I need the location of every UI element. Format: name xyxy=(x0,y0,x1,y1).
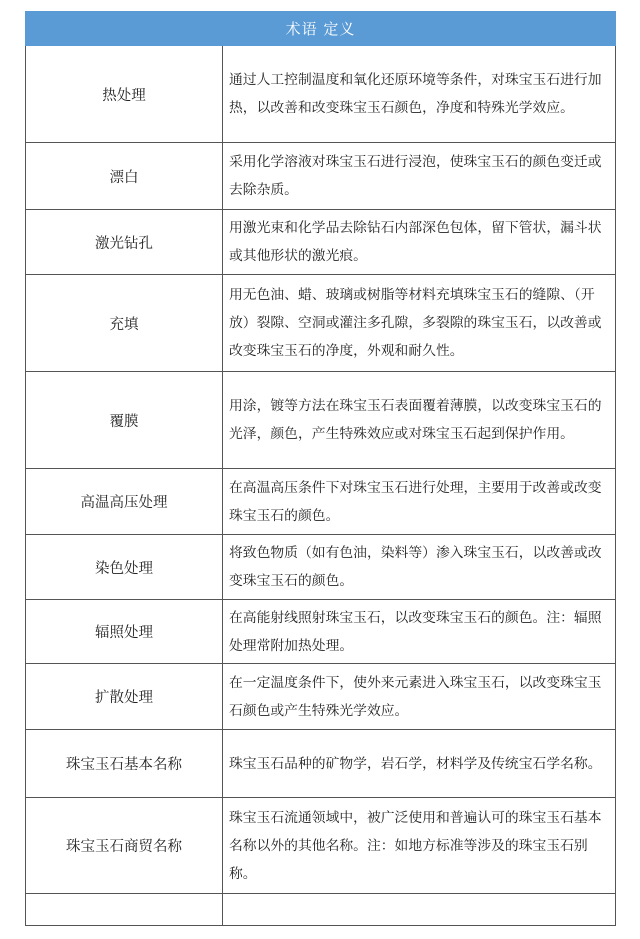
definition-cell: 珠宝玉石品种的矿物学，岩石学，材料学及传统宝石学名称。 xyxy=(223,730,616,798)
term-cell: 激光钻孔 xyxy=(26,210,223,275)
term-cell: 覆膜 xyxy=(26,372,223,469)
definition-cell: 采用化学溶液对珠宝玉石进行浸泡，使珠宝玉石的颜色变迁或去除杂质。 xyxy=(223,143,616,210)
term-cell: 充填 xyxy=(26,275,223,372)
table-header: 术语 定义 xyxy=(26,12,616,46)
definition-cell: 在高能射线照射珠宝玉石，以改变珠宝玉石的颜色。注：辐照处理常附加热处理。 xyxy=(223,600,616,664)
term-cell: 染色处理 xyxy=(26,535,223,600)
term-cell: 热处理 xyxy=(26,46,223,143)
table-row xyxy=(26,372,616,469)
table-header-row xyxy=(26,12,616,46)
definition-cell: 在高温高压条件下对珠宝玉石进行处理，主要用于改善或改变珠宝玉石的颜色。 xyxy=(223,469,616,535)
table-row xyxy=(26,600,616,664)
table-row xyxy=(26,46,616,143)
definition-cell xyxy=(223,894,616,926)
terms-table-container xyxy=(25,11,615,926)
definition-cell: 用激光束和化学品去除钻石内部深色包体，留下管状，漏斗状或其他形状的激光痕。 xyxy=(223,210,616,275)
term-cell: 辐照处理 xyxy=(26,600,223,664)
definition-cell: 用涂，镀等方法在珠宝玉石表面覆着薄膜，以改变珠宝玉石的光泽，颜色，产生特殊效应或对珠宝玉石起到保护作用。 xyxy=(223,372,616,469)
terms-table xyxy=(25,11,616,926)
table-row xyxy=(26,894,616,926)
term-cell: 珠宝玉石商贸名称 xyxy=(26,798,223,894)
definition-cell: 珠宝玉石流通领域中，被广泛使用和普遍认可的珠宝玉石基本名称以外的其他名称。注：如地方标准等涉及的珠宝玉石别称。 xyxy=(223,798,616,894)
table-row xyxy=(26,535,616,600)
table-row xyxy=(26,210,616,275)
definition-cell: 通过人工控制温度和氧化还原环境等条件，对珠宝玉石进行加热，以改善和改变珠宝玉石颜色，净度和特殊光学效应。 xyxy=(223,46,616,143)
table-row xyxy=(26,730,616,798)
table-row xyxy=(26,469,616,535)
definition-cell: 在一定温度条件下，使外来元素进入珠宝玉石，以改变珠宝玉石颜色或产生特殊光学效应。 xyxy=(223,664,616,730)
term-cell: 扩散处理 xyxy=(26,664,223,730)
term-cell: 珠宝玉石基本名称 xyxy=(26,730,223,798)
term-cell: 高温高压处理 xyxy=(26,469,223,535)
table-row xyxy=(26,798,616,894)
definition-cell: 用无色油、蜡、玻璃或树脂等材料充填珠宝玉石的缝隙、（开放）裂隙、空洞或灌注多孔隙，多裂隙的珠宝玉石，以改善或改变珠宝玉石的净度，外观和耐久性。 xyxy=(223,275,616,372)
term-cell xyxy=(26,894,223,926)
table-row xyxy=(26,664,616,730)
term-cell: 漂白 xyxy=(26,143,223,210)
definition-cell: 将致色物质（如有色油，染料等）渗入珠宝玉石，以改善或改变珠宝玉石的颜色。 xyxy=(223,535,616,600)
table-row xyxy=(26,275,616,372)
table-row xyxy=(26,143,616,210)
